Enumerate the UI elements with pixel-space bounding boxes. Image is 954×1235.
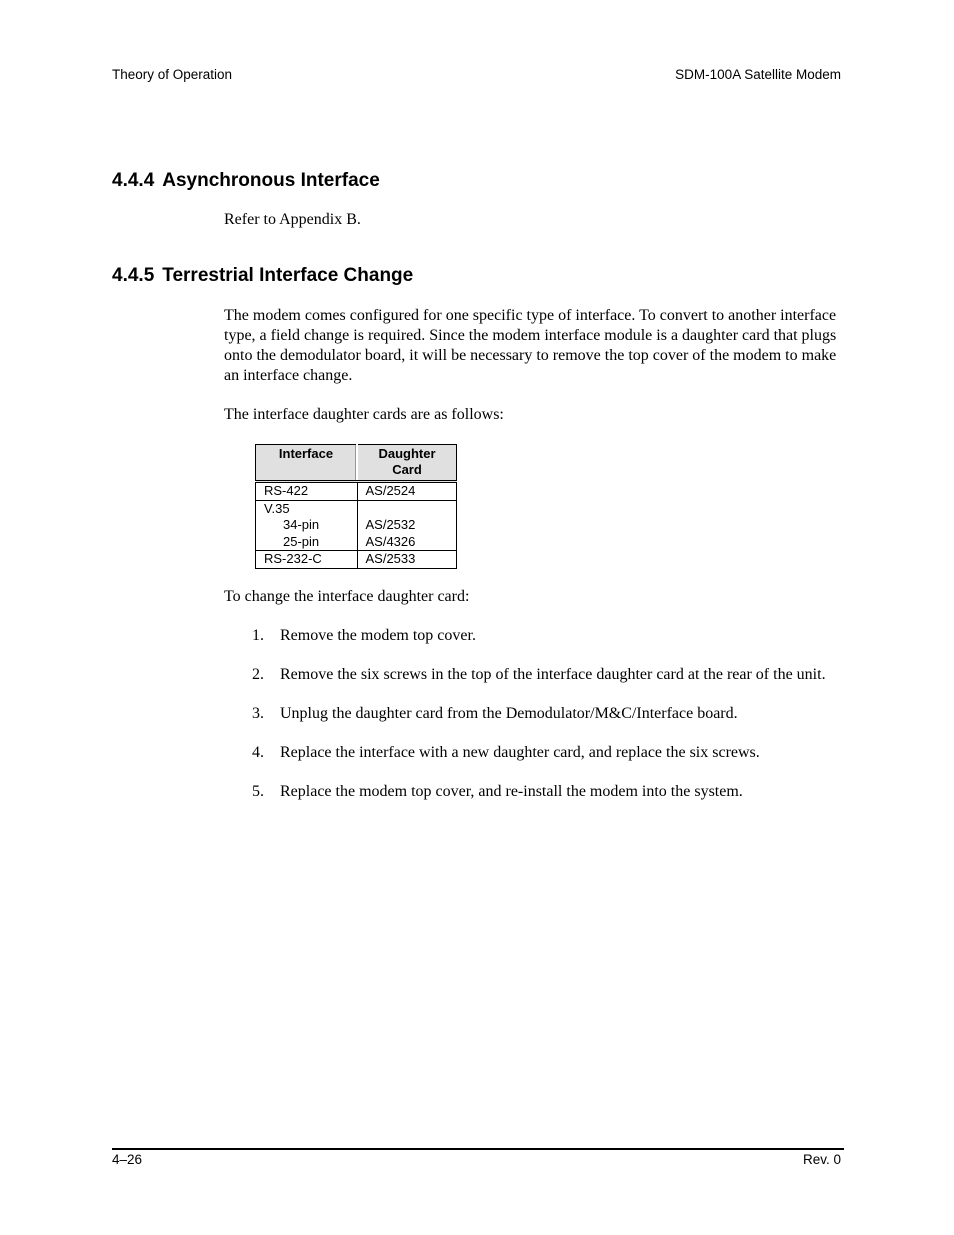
cell-card: AS/4326 xyxy=(357,534,457,551)
cell-interface: V.35 xyxy=(256,500,358,517)
revision-label: Rev. 0 xyxy=(802,1152,841,1167)
cell-subinterface: 25-pin xyxy=(283,533,320,549)
cell-interface xyxy=(256,517,358,534)
procedure-steps xyxy=(224,626,844,821)
step-text: Replace the interface with a new daughter card, and replace the six screws. xyxy=(280,744,760,761)
step-number: 1. xyxy=(252,627,264,644)
cell-subinterface: 34-pin xyxy=(283,517,320,532)
intro-paragraph: The modem comes configured for one specific type of interface. To convert to another interface type, a field change is required. Since the modem interface module is a daughter card that plugs onto the demodulator board, it will be necessary to remove the top cover of the modem to make an interface change. xyxy=(224,307,837,384)
cell-interface: RS-422 xyxy=(256,482,358,501)
list-item xyxy=(224,743,844,763)
daughter-card-table xyxy=(255,444,457,569)
step-number: 5. xyxy=(252,783,264,800)
step-text: Replace the modem top cover, and re-install the modem into the system. xyxy=(280,783,743,800)
header-interface: Interface xyxy=(256,445,358,482)
cell-interface: RS-232-C xyxy=(256,551,358,569)
list-item xyxy=(224,626,844,646)
table-row xyxy=(256,551,457,569)
step-text: Unplug the daughter card from the Demodulator/M&C/Interface board. xyxy=(280,705,738,722)
header-document-title: SDM-100A Satellite Modem xyxy=(675,67,841,82)
heading-number: 4.4.4 xyxy=(112,170,155,191)
footer-rule xyxy=(112,1148,844,1150)
steps-intro: To change the interface daughter card: xyxy=(224,588,470,605)
table-header-row xyxy=(256,445,457,482)
step-number: 3. xyxy=(252,705,264,722)
cell-card: AS/2524 xyxy=(357,482,457,501)
heading-asynchronous-interface xyxy=(112,170,380,192)
step-number: 4. xyxy=(252,744,264,761)
heading-number: 4.4.5 xyxy=(112,265,155,286)
step-text: Remove the six screws in the top of the interface daughter card at the rear of the unit. xyxy=(280,666,826,683)
step-text: Remove the modem top cover. xyxy=(280,627,476,644)
heading-terrestrial-interface-change xyxy=(112,265,413,287)
appendix-reference: Refer to Appendix B. xyxy=(224,211,361,228)
list-item xyxy=(224,704,844,724)
heading-text: Terrestrial Interface Change xyxy=(162,265,414,286)
step-number: 2. xyxy=(252,666,264,683)
header-daughter-card: Daughter Card xyxy=(357,445,457,482)
list-item xyxy=(224,782,844,802)
cell-card: AS/2533 xyxy=(357,551,457,569)
table-row xyxy=(256,534,457,551)
cell-card xyxy=(357,500,457,517)
table-row xyxy=(256,517,457,534)
table-row xyxy=(256,482,457,501)
page-number: 4–26 xyxy=(112,1152,143,1167)
header-section-title: Theory of Operation xyxy=(112,67,233,82)
list-item xyxy=(224,665,844,685)
table-intro: The interface daughter cards are as follows: xyxy=(224,406,504,423)
heading-text: Asynchronous Interface xyxy=(162,170,380,191)
cell-interface xyxy=(256,534,358,551)
cell-card: AS/2532 xyxy=(357,517,457,534)
table-row xyxy=(256,500,457,517)
